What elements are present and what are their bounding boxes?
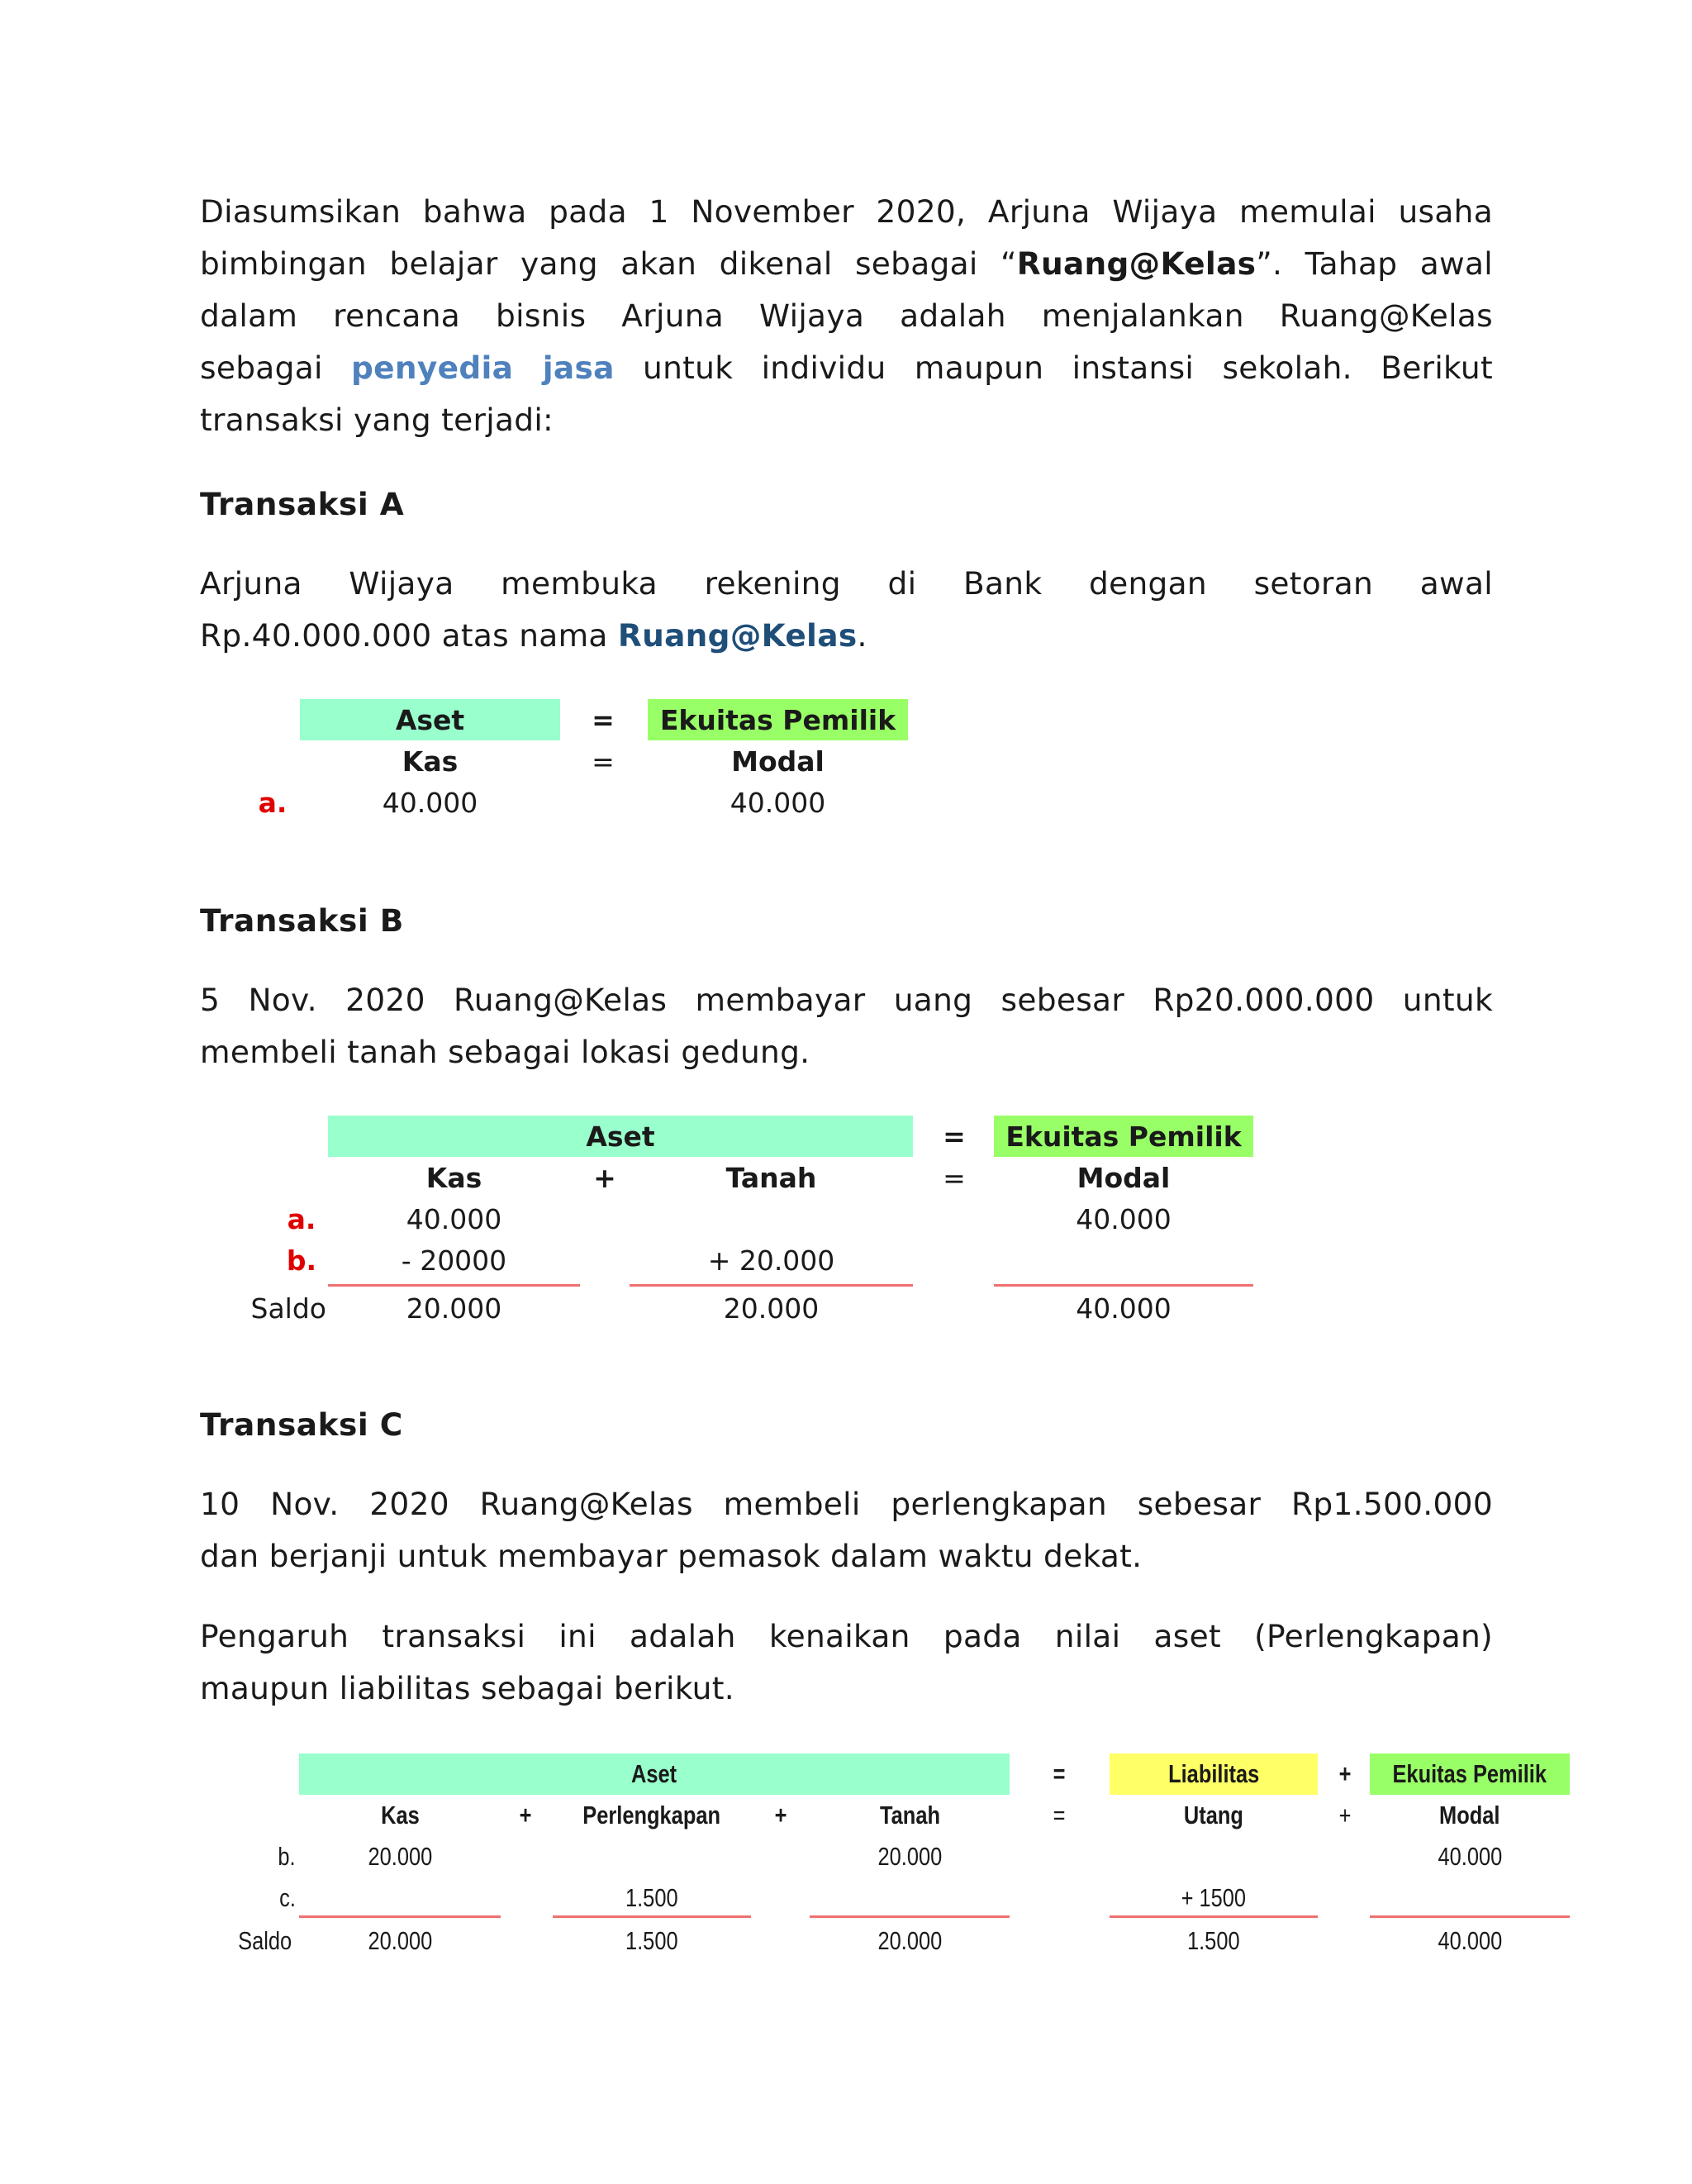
total-rule-modal	[1370, 1915, 1570, 1918]
cell-kas-saldo: 20.000	[406, 1292, 502, 1325]
total-rule-kas	[328, 1284, 580, 1287]
header-aset: Aset	[328, 1116, 913, 1157]
header-ekuitas-pemilik: Ekuitas Pemilik	[648, 699, 908, 740]
transaksi-c-line-4: maupun liabilitas sebagai berikut.	[200, 1670, 734, 1706]
subheader-tanah: Tanah	[879, 1801, 940, 1830]
subheader-equals: =	[592, 745, 615, 778]
header-ekuitas-pemilik: Ekuitas Pemilik	[1370, 1753, 1570, 1795]
cell-modal-saldo: 40.000	[1438, 1926, 1502, 1955]
cell-kas-a: 40.000	[382, 786, 478, 819]
cell-modal-b: 40.000	[1438, 1842, 1502, 1871]
heading-transaksi-b: Transaksi B	[200, 902, 404, 939]
cell-tanah-b: 20.000	[877, 1842, 942, 1871]
subheader-modal: Modal	[1077, 1161, 1171, 1194]
subheader-equals: =	[943, 1161, 966, 1194]
header-equals: =	[1053, 1759, 1066, 1788]
row-label-saldo: Saldo	[237, 1926, 292, 1955]
intro-line-2: bimbingan belajar yang akan dikenal sebagai “Ruang@Kelas”. Tahap awal	[200, 245, 1493, 282]
subheader-tanah: Tanah	[725, 1161, 817, 1194]
transaksi-b-line-2: membeli tanah sebagai lokasi gedung.	[200, 1034, 810, 1070]
header-equals: =	[592, 703, 615, 736]
header-ekuitas-pemilik: Ekuitas Pemilik	[994, 1116, 1253, 1157]
cell-perlengkapan-c: 1.500	[625, 1883, 678, 1912]
header-aset: Aset	[300, 699, 560, 740]
cell-utang-saldo: 1.500	[1187, 1926, 1240, 1955]
header-plus: +	[1338, 1759, 1352, 1788]
transaksi-c-line-2: dan berjanji untuk membayar pemasok dalam waktu dekat.	[200, 1538, 1143, 1574]
intro-line-4: sebagai penyedia jasa untuk individu maupun instansi sekolah. Berikut	[200, 350, 1493, 386]
cell-tanah-saldo: 20.000	[877, 1926, 942, 1955]
total-rule-tanah	[810, 1915, 1010, 1918]
row-label-a: a.	[258, 786, 288, 819]
total-rule-perlengkapan	[553, 1915, 751, 1918]
subheader-kas: Kas	[425, 1161, 482, 1194]
row-label-b: b.	[278, 1842, 296, 1871]
subheader-plus-2: +	[774, 1801, 787, 1830]
transaksi-b-line-1: 5 Nov. 2020 Ruang@Kelas membayar uang sebesar Rp20.000.000 untuk	[200, 982, 1493, 1018]
intro-line-5: transaksi yang terjadi:	[200, 402, 554, 438]
transaksi-a-line-1: Arjuna Wijaya membuka rekening di Bank dengan setoran awal	[200, 565, 1493, 602]
cell-perlengkapan-saldo: 1.500	[625, 1926, 678, 1955]
row-label-saldo: Saldo	[250, 1292, 326, 1325]
row-label-a: a.	[287, 1202, 316, 1235]
cell-tanah-b: + 20.000	[707, 1244, 835, 1277]
subheader-modal: Modal	[731, 745, 825, 778]
subheader-kas: Kas	[402, 745, 459, 778]
header-equals: =	[943, 1120, 966, 1153]
intro-line-3: dalam rencana bisnis Arjuna Wijaya adalah menjalankan Ruang@Kelas	[200, 297, 1493, 334]
header-liabilitas: Liabilitas	[1110, 1753, 1318, 1795]
intro-line-1: Diasumsikan bahwa pada 1 November 2020, Arjuna Wijaya memulai usaha	[200, 193, 1493, 230]
row-label-b: b.	[286, 1244, 317, 1277]
row-label-c: c.	[279, 1883, 296, 1912]
cell-kas-b: - 20000	[401, 1244, 507, 1277]
transaksi-c-line-3: Pengaruh transaksi ini adalah kenaikan pada nilai aset (Perlengkapan)	[200, 1618, 1493, 1654]
total-rule-kas	[299, 1915, 501, 1918]
heading-transaksi-a: Transaksi A	[200, 486, 405, 522]
subheader-plus-3: +	[1338, 1801, 1352, 1830]
total-rule-tanah	[630, 1284, 913, 1287]
subheader-perlengkapan: Perlengkapan	[582, 1801, 721, 1830]
cell-modal-saldo: 40.000	[1076, 1292, 1172, 1325]
transaksi-a-line-2: Rp.40.000.000 atas nama Ruang@Kelas.	[200, 617, 867, 654]
cell-kas-b: 20.000	[368, 1842, 432, 1871]
subheader-plus: +	[593, 1161, 616, 1194]
heading-transaksi-c: Transaksi C	[200, 1406, 403, 1443]
cell-kas-a: 40.000	[406, 1202, 502, 1235]
subheader-utang: Utang	[1183, 1801, 1244, 1830]
cell-modal-a: 40.000	[1076, 1202, 1172, 1235]
total-rule-utang	[1110, 1915, 1318, 1918]
cell-tanah-saldo: 20.000	[723, 1292, 820, 1325]
brand-name: Ruang@Kelas	[1016, 245, 1257, 282]
header-aset: Aset	[299, 1753, 1010, 1795]
highlight-penyedia-jasa: penyedia jasa	[351, 350, 615, 386]
subheader-equals: =	[1053, 1801, 1066, 1830]
cell-modal-a: 40.000	[730, 786, 826, 819]
transaksi-c-line-1: 10 Nov. 2020 Ruang@Kelas membeli perlengkapan sebesar Rp1.500.000	[200, 1486, 1493, 1522]
subheader-modal: Modal	[1439, 1801, 1500, 1830]
brand-name: Ruang@Kelas	[617, 617, 858, 654]
cell-utang-c: + 1500	[1181, 1883, 1247, 1912]
total-rule-modal	[994, 1284, 1253, 1287]
subheader-plus-1: +	[519, 1801, 532, 1830]
subheader-kas: Kas	[380, 1801, 420, 1830]
cell-kas-saldo: 20.000	[368, 1926, 432, 1955]
